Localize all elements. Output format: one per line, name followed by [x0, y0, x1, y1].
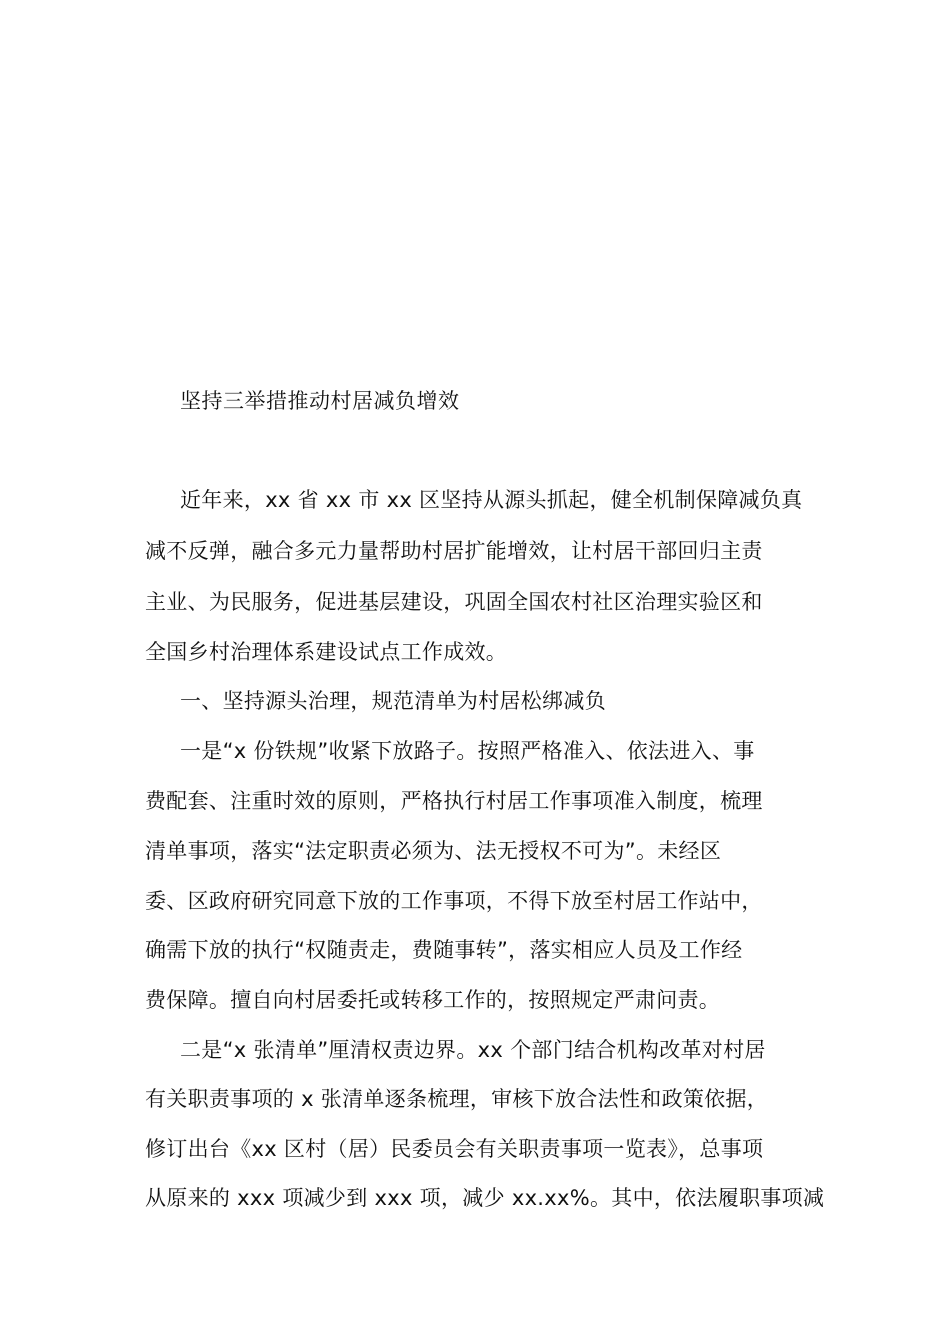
paragraph-line: 从原来的 xxx 项减少到 xxx 项，减少 xx.xx%。其中，依法履职事项减 — [145, 1186, 825, 1210]
paragraph-line: 修订出台《xx 区村（居）民委员会有关职责事项一览表》，总事项 — [145, 1137, 764, 1161]
paragraph-line: 全国乡村治理体系建设试点工作成效。 — [145, 640, 508, 664]
section-heading: 一、坚持源头治理，规范清单为村居松绑减负 — [180, 689, 606, 713]
paragraph-line: 主业、为民服务，促进基层建设，巩固全国农村社区治理实验区和 — [145, 590, 763, 614]
paragraph-line: 近年来，xx 省 xx 市 xx 区坚持从源头抓起，健全机制保障减负真 — [180, 488, 803, 512]
document-title: 坚持三举措推动村居减负增效 — [180, 389, 460, 413]
paragraph-line: 减不反弹，融合多元力量帮助村居扩能增效，让村居干部回归主责 — [145, 539, 763, 563]
paragraph-line: 费保障。擅自向村居委托或转移工作的，按照规定严肃问责。 — [145, 988, 721, 1012]
paragraph-line: 有关职责事项的 x 张清单逐条梳理，审核下放合法性和政策依据， — [145, 1087, 769, 1111]
paragraph-line: 二是“x 张清单”厘清权责边界。xx 个部门结合机构改革对村居 — [180, 1038, 766, 1062]
paragraph-line: 一是“x 份铁规”收紧下放路子。按照严格准入、依法进入、事 — [180, 739, 755, 763]
paragraph-line: 费配套、注重时效的原则，严格执行村居工作事项准入制度，梳理 — [145, 789, 763, 813]
paragraph-line: 清单事项，落实“法定职责必须为、法无授权不可为”。未经区 — [145, 839, 722, 863]
paragraph-line: 确需下放的执行“权随责走，费随事转”，落实相应人员及工作经 — [145, 938, 743, 962]
paragraph-line: 委、区政府研究同意下放的工作事项，不得下放至村居工作站中， — [145, 889, 763, 913]
